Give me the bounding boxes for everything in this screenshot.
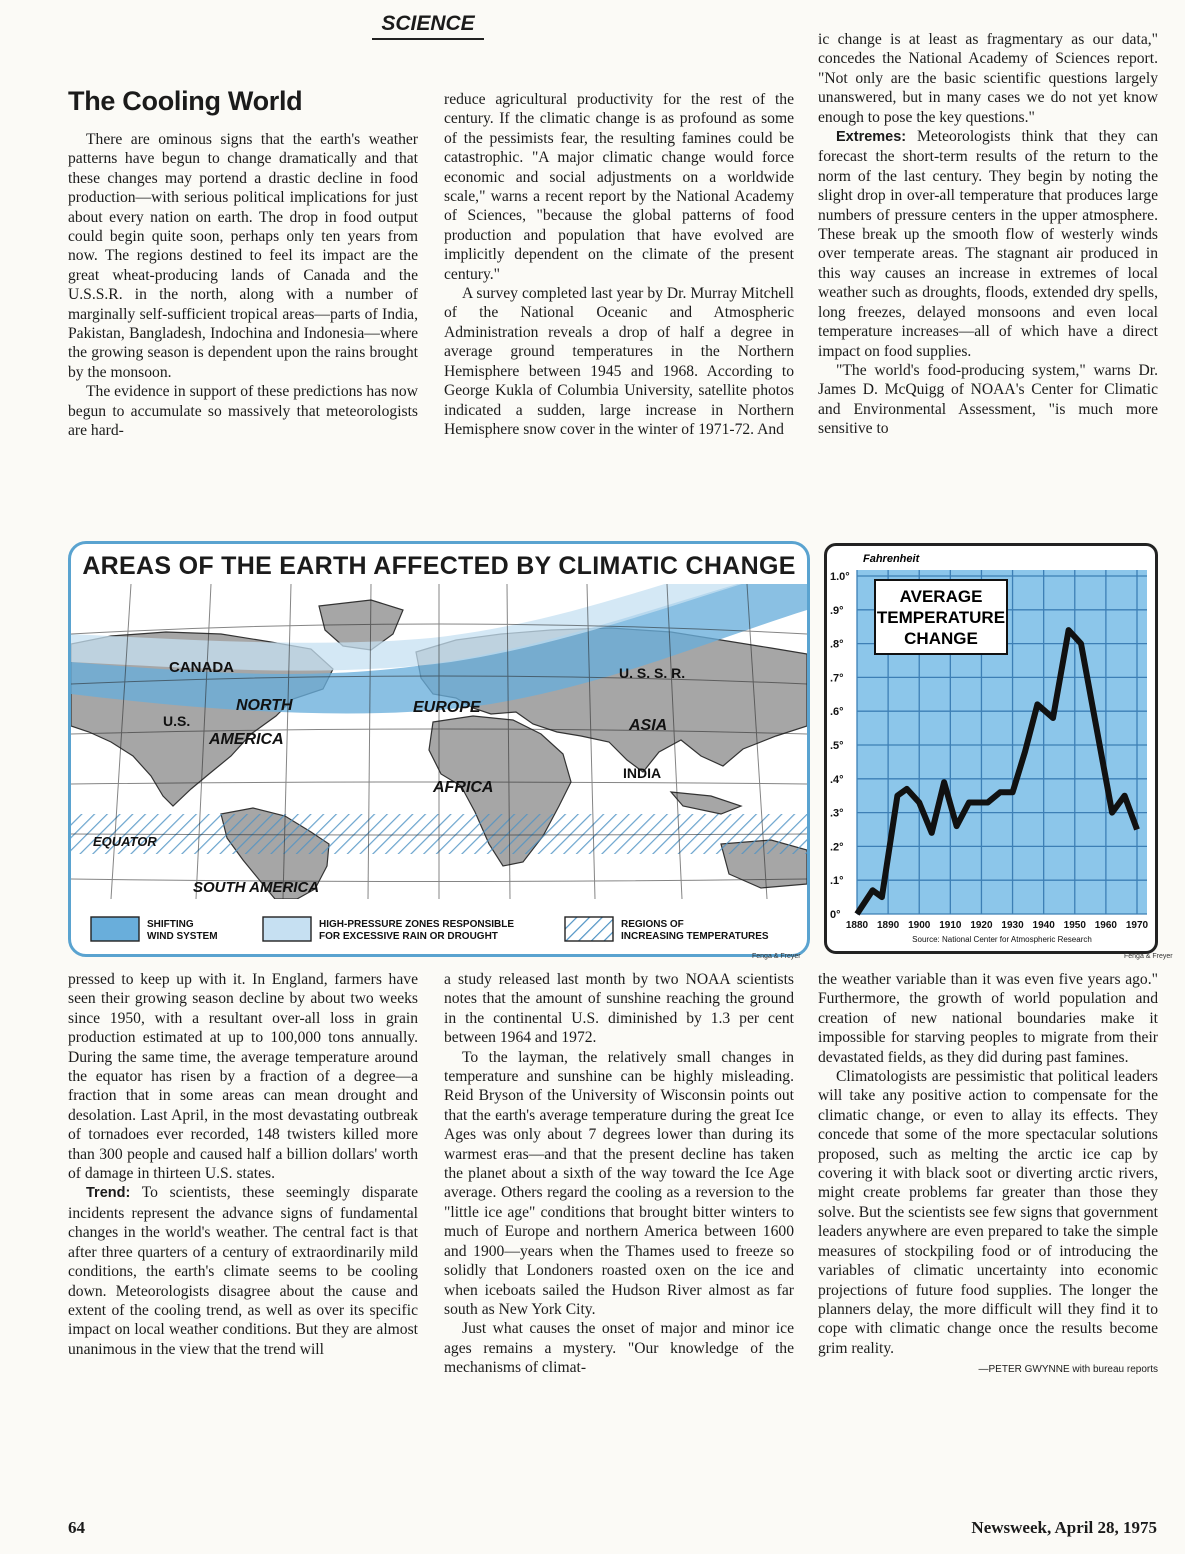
column-1-bottom bbox=[68, 970, 418, 1359]
y-tick-label: .1° bbox=[830, 875, 844, 888]
label-us: U.S. bbox=[163, 713, 191, 729]
column-3-bottom bbox=[818, 970, 1158, 1380]
paragraph: pressed to keep up with it. In England, farmers have seen their growing season decline by about two weeks since 1950, with a resultant over-all loss in grain production estimated at up to 100,000 tons annually. During the same time, the average temperature around the equator has risen by a fraction of a degree—a fraction that in some areas can mean drought and desolation. Last April, in the most devastating outbreak of tornadoes ever recorded, 148 twisters killed more than 300 people and caused half a billion dollars' worth of damage in thirteen U.S. states. bbox=[68, 971, 418, 1183]
paragraph: A survey completed last year by Dr. Murray Mitchell of the National Oceanic and Atmospheric Administration reveals a drop of half a degree in average ground temperatures in the Northern Hemisphere between 1945 and 1968. According to George Kukla of Columbia University, satellite photos indicated a sudden, large increase in Northern Hemisphere snow cover in the winter of 1971-72. And bbox=[444, 285, 794, 438]
label-europe: EUROPE bbox=[413, 699, 481, 716]
y-tick-label: 1.0° bbox=[830, 571, 850, 583]
subhead-extremes: Extremes: bbox=[836, 129, 907, 146]
y-tick-label: .5° bbox=[830, 740, 844, 752]
legend-pressure-line1: HIGH-PRESSURE ZONES RESPONSIBLE bbox=[319, 919, 515, 930]
page-number: 64 bbox=[68, 1518, 85, 1537]
paragraph: Climatologists are pessimistic that political leaders will take any positive action to compensate for the climatic change, or even to allay its effects. They concede that some of the more spectacular solutions proposed, such as melting the arctic ice cap by covering it with black soot or diverting arctic rivers, might create problems far greater than those they solve. But the scientists see few signs that government leaders anywhere are even prepared to take the simple measures of stockpiling food or of introducing the variables of climatic uncertainty into economic projections of future food supplies. The longer the planners delay, the more difficult will they find it to cope with climatic change once the results become grim reality. bbox=[818, 1068, 1158, 1357]
paragraph: a study released last month by two NOAA scientists notes that the amount of sunshine reaching the ground in the continental U.S. diminished by 1.3 per cent between 1964 and 1972. bbox=[444, 971, 794, 1047]
byline: —PETER GWYNNE with bureau reports bbox=[978, 1364, 1158, 1376]
legend-swatch-wind bbox=[91, 917, 139, 941]
paragraph: The evidence in support of these predictions has now begun to accumulate so massively that meteorologists are hard- bbox=[68, 383, 418, 440]
y-tick-label: .3° bbox=[830, 807, 844, 820]
paragraph: the weather variable than it was even five years ago." Furthermore, the growth of world population and creation of new national boundaries make it impossible for starving peoples to migrate from their devastated fields, as they did during past famines. bbox=[818, 971, 1158, 1066]
x-tick-label: 1930 bbox=[1001, 920, 1024, 931]
y-tick-label: .2° bbox=[830, 841, 844, 854]
subhead-trend: Trend: bbox=[86, 1185, 131, 1202]
paragraph: There are ominous signs that the earth's weather patterns have begun to change dramatically and that these changes may portend a drastic decline in food production—with serious political implications for just about every nation on earth. The drop in food output could begin quite soon, perhaps only ten years from now. The regions destined to feel its impact are the great wheat-producing lands of Canada and the U.S.S.R. in the north, along with a number of marginally self-sufficient tropical areas—parts of India, Pakistan, Bangladesh, Indochina and Indonesia—where the growing season is dependent upon the rains brought by the monsoon. bbox=[68, 131, 418, 381]
label-india: INDIA bbox=[623, 765, 662, 781]
x-tick-label: 1970 bbox=[1125, 920, 1149, 931]
column-3-top bbox=[818, 30, 1158, 439]
climate-map-panel bbox=[68, 541, 810, 957]
legend-swatch-temperature bbox=[565, 917, 613, 941]
chart-title-line3: CHANGE bbox=[904, 629, 978, 648]
paragraph: Just what causes the onset of major and minor ice ages remains a mystery. "Our knowledge of the mechanisms of climat- bbox=[444, 1320, 794, 1377]
map-credit: Fenga & Freyer bbox=[752, 953, 801, 960]
label-north: NORTH bbox=[236, 697, 293, 714]
legend-temperature-line2: INCREASING TEMPERATURES bbox=[621, 931, 769, 942]
y-tick-label: 0° bbox=[830, 909, 841, 921]
y-tick-label: .6° bbox=[830, 706, 844, 719]
x-tick-label: 1890 bbox=[876, 920, 900, 931]
paragraph: ic change is at least as fragmentary as our data," concedes the National Academy of Sciences report. "Not only are the basic scientific questions largely unanswered, but in many cases we do not yet know enough to pose the key questions." bbox=[818, 31, 1158, 126]
column-2-bottom bbox=[444, 970, 794, 1378]
y-tick-label: .8° bbox=[830, 638, 844, 651]
chart-title-line1: AVERAGE bbox=[899, 587, 983, 606]
article-headline: The Cooling World bbox=[68, 86, 303, 116]
legend-wind-line2: WIND SYSTEM bbox=[147, 931, 218, 942]
paragraph-text: Meteorologists think that they can forecast the short-term results of the return to the norm of the last century. They begin by noting the slight drop in over-all temperature that produces large numbers of pressure centers in the upper atmosphere. These break up the smooth flow of westerly winds over temperate areas. The stagnant air produced in this way causes an increase in extremes of local weather such as droughts, floods, extended dry spells, long freezes, delayed monsoons and even local temperature increases—all of which have a direct impact on food supplies. bbox=[818, 128, 1159, 360]
world-map bbox=[71, 544, 807, 954]
legend-wind-line1: SHIFTING bbox=[147, 919, 194, 930]
column-2-top bbox=[444, 90, 794, 439]
y-tick-label: .9° bbox=[830, 604, 844, 617]
y-tick-label: .4° bbox=[830, 773, 844, 786]
label-asia: ASIA bbox=[629, 717, 668, 734]
x-tick-label: 1920 bbox=[970, 920, 993, 931]
column-1-top bbox=[68, 130, 418, 441]
x-tick-label: 1940 bbox=[1032, 920, 1055, 931]
label-america: AMERICA bbox=[209, 731, 284, 748]
chart-unit-label: Fahrenheit bbox=[863, 553, 920, 565]
legend-pressure-line2: FOR EXCESSIVE RAIN OR DROUGHT bbox=[319, 931, 498, 942]
temperature-chart-panel bbox=[824, 543, 1158, 954]
paragraph bbox=[68, 1183, 418, 1359]
x-tick-label: 1900 bbox=[908, 920, 931, 931]
label-equator: EQUATOR bbox=[93, 834, 157, 849]
paragraph bbox=[818, 127, 1158, 361]
label-canada: CANADA bbox=[169, 659, 234, 676]
map-title: AREAS OF THE EARTH AFFECTED BY CLIMATIC CHANGE bbox=[82, 552, 796, 580]
magazine-footer: Newsweek, April 28, 1975 bbox=[971, 1518, 1157, 1537]
section-label: SCIENCE bbox=[372, 12, 484, 40]
chart-credit: Fenga & Freyer bbox=[1124, 953, 1173, 960]
paragraph: reduce agricultural productivity for the rest of the century. If the climatic change is as profound as some of the pessimists fear, the resulting famines could be catastrophic. "A major climatic change would force economic and social adjustments on a worldwide scale," warns a recent report by the National Academy of Sciences, "because the global patterns of food production and population that have evolved are implicitly dependent on the climate of the present century." bbox=[444, 91, 794, 283]
x-tick-label: 1960 bbox=[1094, 920, 1118, 931]
paragraph: To the layman, the relatively small changes in temperature and sunshine can be highly misleading. Reid Bryson of the University of Wisconsin points out that the earth's average temperature during the great Ice Ages was only about 7 degrees lower than during its warmest eras—and that the present decline has taken the planet about a sixth of the way toward the Ice Age average. Others regard the cooling as a reversion to the "little ice age" conditions that brought bitter winters to much of Europe and northern America between 1600 and 1900—years when the Thames used to freeze so solidly that Londoners roasted oxen on the ice and when iceboats sailed the Hudson River almost as far south as New York City. bbox=[444, 1048, 794, 1318]
y-tick-label: .7° bbox=[830, 672, 844, 685]
legend-swatch-pressure bbox=[263, 917, 311, 941]
label-africa: AFRICA bbox=[433, 779, 494, 796]
paragraph: "The world's food-producing system," warns Dr. James D. McQuigg of NOAA's Center for Climatic and Environmental Assessment, "is much more sensitive to bbox=[818, 361, 1158, 438]
x-tick-label: 1950 bbox=[1063, 920, 1086, 931]
label-ussr: U. S. S. R. bbox=[619, 665, 686, 681]
label-south-america: SOUTH AMERICA bbox=[193, 879, 320, 896]
chart-source: Source: National Center for Atmospheric Research bbox=[912, 935, 1092, 944]
chart-title-line2: TEMPERATURE bbox=[876, 608, 1006, 627]
x-tick-label: 1880 bbox=[845, 920, 869, 931]
legend-temperature-line1: REGIONS OF bbox=[621, 919, 684, 930]
paragraph-text: To scientists, these seemingly disparate incidents represent the advance signs of fundamental changes in the world's weather. The central fact is that after three quarters of a century of extraordinarily mild conditions, the earth's climate seems to be cooling down. Meteorologists disagree about the cause and extent of the cooling trend, as well as over its specific impact on local weather conditions. But they are almost unanimous in the view that the trend will bbox=[68, 1184, 418, 1358]
x-tick-label: 1910 bbox=[939, 920, 962, 931]
temperature-chart bbox=[827, 546, 1155, 951]
